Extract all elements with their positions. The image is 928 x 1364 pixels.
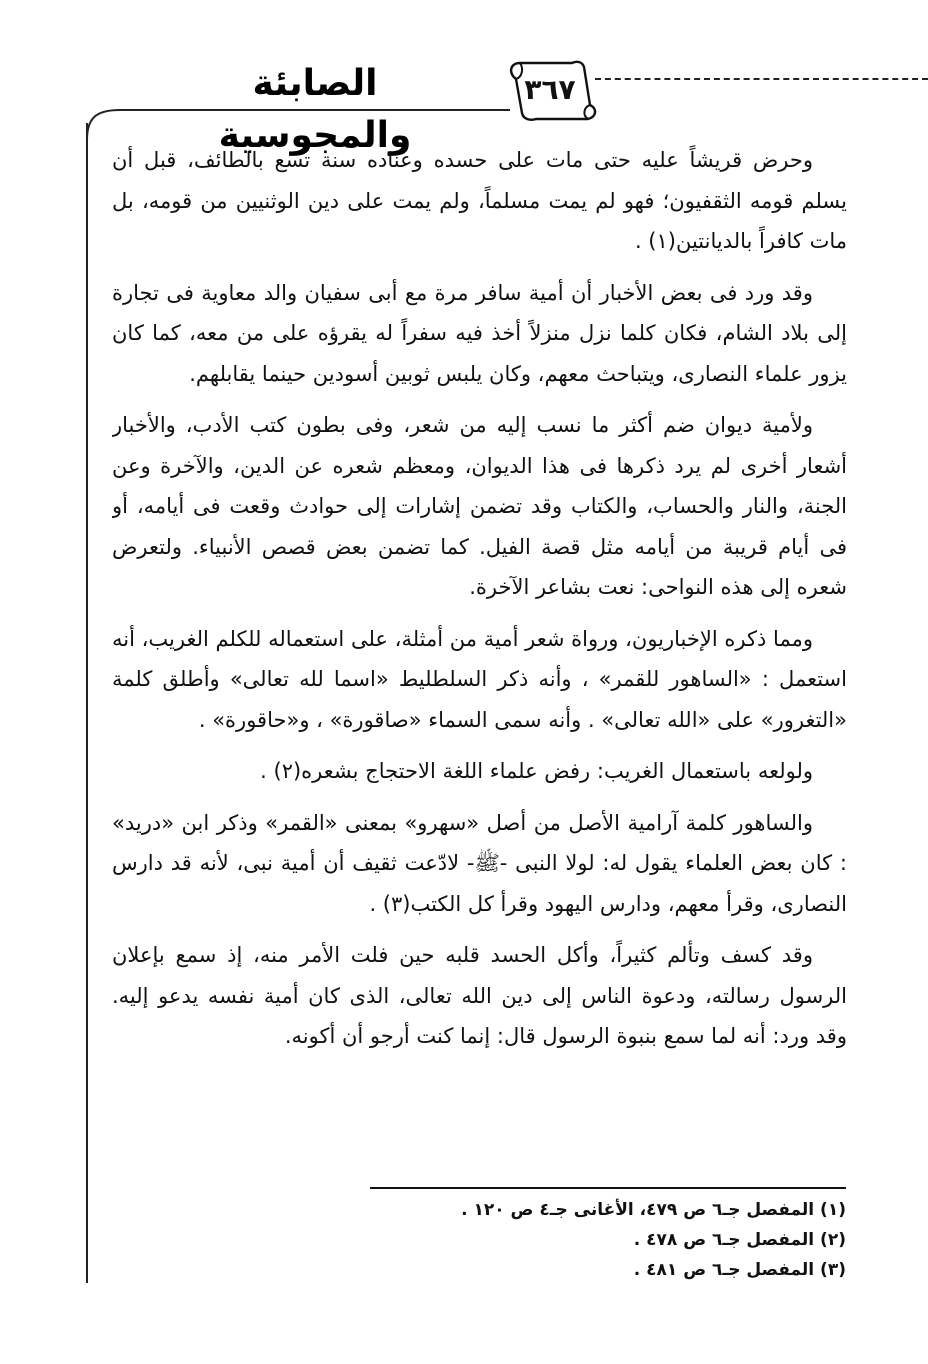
footnote: (١) المفصل جـ٦ ص ٤٧٩، الأغانى جـ٤ ص ١٢٠ . [461, 1200, 846, 1220]
paragraph: ولولعه باستعمال الغريب: رفض علماء اللغة الاحتجاج بشعره(٢) . [260, 759, 813, 783]
paragraph: وقد كسف وتألم كثيراً، وأكل الحسد قلبه حين فلت الأمر منه، إذ سمع بإعلان الرسول رسالته، ودعوة الناس إلى دين الله تعالى، الذى كان أمية نفسه يدعو إليه. وقد ورد: أنه لما سمع بنبوة الرسول قال: إنما كنت أرجو أن أكونه. [112, 943, 847, 1048]
paragraph: ولأمية ديوان ضم أكثر ما نسب إليه من شعر، وفى بطون كتب الأدب، والأخبار أشعار أخرى لم يرد ذكرها فى هذا الديوان، ومعظم شعره عن الدين، والآخرة وعن الجنة، والنار والحساب، والكتاب وقد تضمن إشارات إلى حوادث وقعت فى أيامه، أو فى أيام قريبة من أيامه مثل قصة الفيل. كما تضمن بعض قصص الأنبياء. ولتعرض شعره إلى هذه النواحى: نعت بشاعر الآخرة. [112, 413, 847, 599]
page-number: ٣٦٧ [524, 73, 576, 106]
footnote-separator [370, 1187, 846, 1189]
running-header-title: الصابئة والمجوسية [218, 63, 412, 156]
page-frame-left-border [86, 123, 88, 1283]
paragraph: وقد ورد فى بعض الأخبار أن أمية سافر مرة مع أبى سفيان والد معاوية فى تجارة إلى بلاد الشام، فكان كلما نزل منزلاً أخذ فيه سفراً له يقرؤه على من معه، كما كان يزور علماء النصارى، ويتباحث معهم، وكان يلبس ثوبين أسودين حينما يقابلهم. [112, 280, 847, 386]
header-dashed-rule [595, 78, 928, 80]
footnotes [380, 1195, 846, 1295]
main-text [112, 140, 847, 1172]
footnote: (٣) المفصل جـ٦ ص ٤٨١ . [633, 1260, 846, 1280]
paragraph: والساهور كلمة آرامية الأصل من أصل «سهرو» بمعنى «القمر» وذكر ابن «دريد» : كان بعض العلماء يقول له: لولا النبى -ﷺ- لادّعت ثقيف أن أمية نبى، لأنه قد دارس النصارى، وقرأ معهم، ودارس اليهود وقرأ كل الكتب(٣) . [112, 810, 847, 916]
paragraph: ومما ذكره الإخباريون، ورواة شعر أمية من أمثلة، على استعماله للكلم الغريب، أنه استعمل : «الساهور للقمر» ، وأنه ذكر السلطليط «اسما لله تعالى» وأطلق كلمة «التغرور» على «الله تعالى» . وأنه سمى السماء «صاقورة» ، و«حاقورة» . [112, 626, 847, 732]
footnote: (٢) المفصل جـ٦ ص ٤٧٨ . [633, 1230, 846, 1250]
paragraph: وحرض قريشاً عليه حتى مات على حسده وعناده سنة تسع بالطائف، قبل أن يسلم قومه الثقفيون؛ فهو لم يمت مسلماً، ولم يمت على دين الوثنيين من قومه، بل مات كافراً بالديانتين(١) . [112, 148, 847, 253]
page-frame-corner [80, 100, 520, 140]
